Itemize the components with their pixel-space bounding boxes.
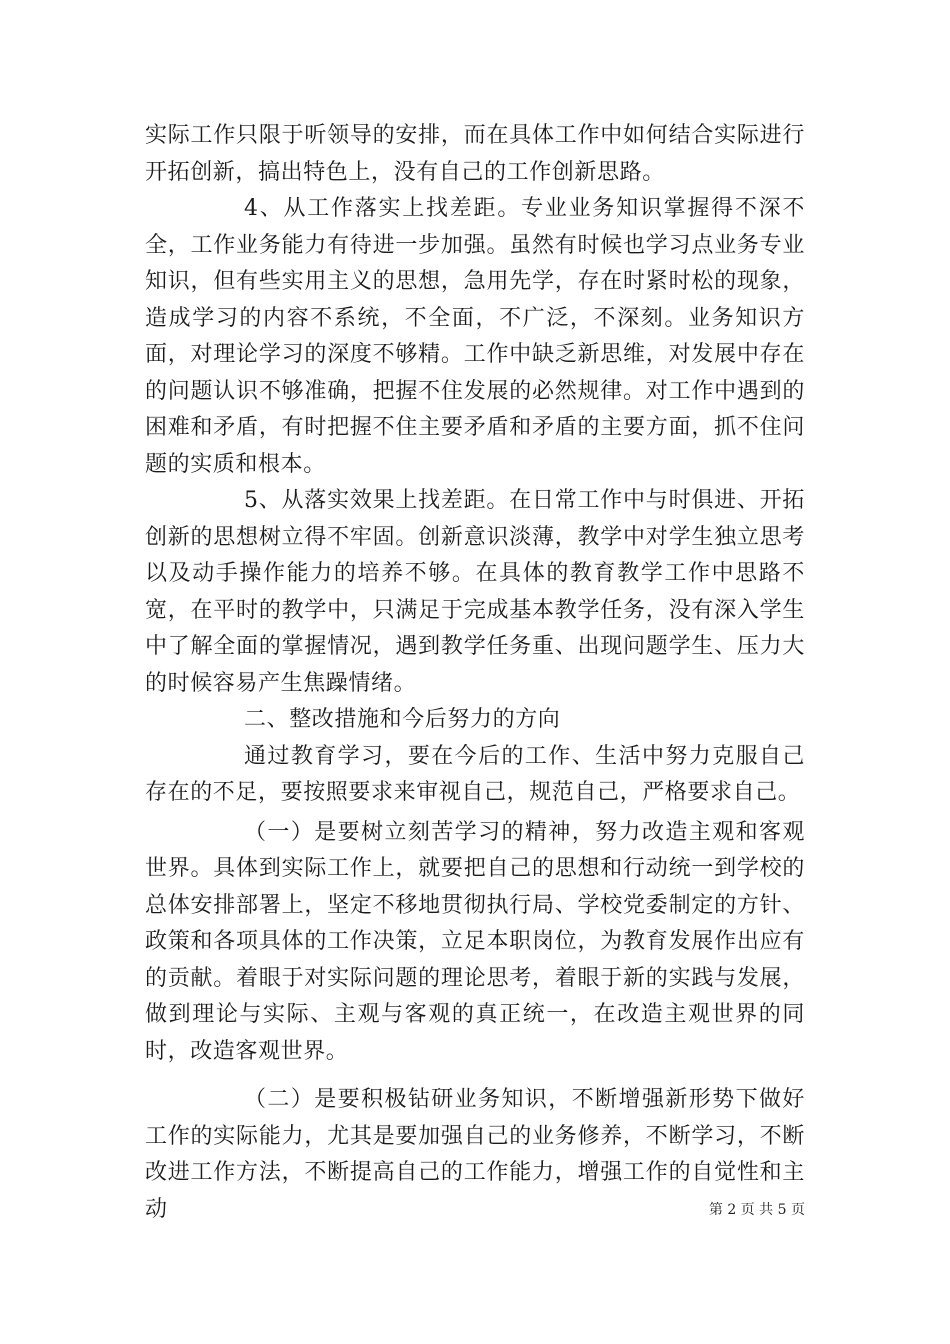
paragraph-item-5: 5、从落实效果上找差距。在日常工作中与时俱进、开拓创新的思想树立得不牢固。创新意识淡薄，教学中对学生独立思考以及动手操作能力的培养不够。在具体的教育教学工作中思路不宽，在平时的教学中，只满足于完成基本教学任务，没有深入学生中了解全面的掌握情况，遇到教学任务重、出现问题学生、压力大的时候容易产生焦躁情绪。 (145, 488, 805, 696)
page-number: 第 2 页 共 5 页 (708, 1202, 805, 1218)
paragraph-item-4: 4、从工作落实上找差距。专业业务知识掌握得不深不全，工作业务能力有待进一步加强。虽然有时候也学习点业务专业知识，但有些实用主义的思想，急用先学，存在时紧时松的现象，造成学习的内容不系统，不全面，不广泛，不深刻。业务知识方面，对理论学习的深度不够精。工作中缺乏新思维，对发展中存在的问题认识不够准确，把握不住发展的必然规律。对工作中遇到的困难和矛盾，有时把握不住主要矛盾和矛盾的主要方面，抓不住问题的实质和根本。 (145, 196, 805, 477)
paragraph-measure-1: （一）是要树立刻苦学习的精神，努力改造主观和客观世界。具体到实际工作上，就要把自己的思想和行动统一到学校的总体安排部署上，坚定不移地贯彻执行局、学校党委制定的方针、政策和各项具体的工作决策，立足本职岗位，为教育发展作出应有的贡献。着眼于对实际问题的理论思考，着眼于新的实践与发展，做到理论与实际、主观与客观的真正统一，在改造主观世界的同时，改造客观世界。 (145, 819, 805, 1064)
paragraph-measure-2: （二）是要积极钻研业务知识，不断增强新形势下做好工作的实际能力，尤其是要加强自己的业务修养，不断学习，不断改进工作方法，不断提高自己的工作能力，增强工作的自觉性和主动 (145, 1087, 805, 1222)
document-body (145, 118, 805, 1228)
paragraph-continuation: 实际工作只限于听领导的安排，而在具体工作中如何结合实际进行开拓创新，搞出特色上，没有自己的工作创新思路。 (145, 123, 805, 185)
section-heading: 二、整改措施和今后努力的方向 (244, 707, 561, 732)
paragraph-intro: 通过教育学习，要在今后的工作、生活中努力克服自己存在的不足，要按照要求来审视自己，规范自己，严格要求自己。 (145, 743, 805, 805)
